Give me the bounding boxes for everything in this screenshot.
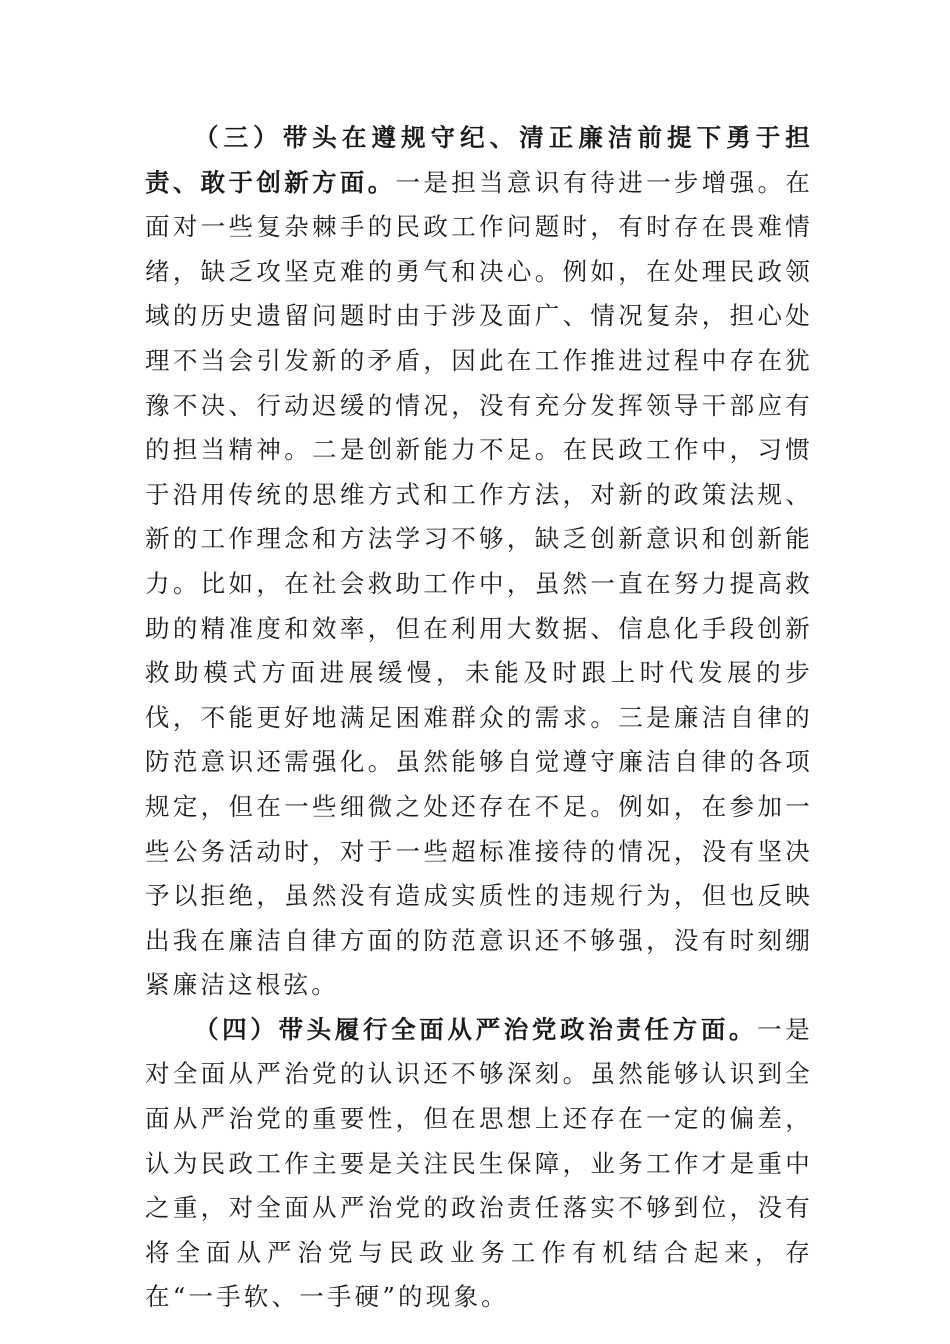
section-3-paragraph [145,116,813,1008]
section-3-text: 一是担当意识有待进一步增强。在面对一些复杂棘手的民政工作问题时，有时存在畏难情绪，缺乏攻坚克难的勇气和决心。例如，在处理民政领域的历史遗留问题时由于涉及面广、情况复杂，担心处理不当会引发新的矛盾，因此在工作推进过程中存在犹豫不决、行动迟缓的情况，没有充分发挥领导干部应有的担当精神。二是创新能力不足。在民政工作中，习惯于沿用传统的思维方式和工作方法，对新的政策法规、新的工作理念和方法学习不够，缺乏创新意识和创新能力。比如，在社会救助工作中，虽然一直在努力提高救助的精准度和效率，但在利用大数据、信息化手段创新救助模式方面进展缓慢，未能及时跟上时代发展的步伐，不能更好地满足困难群众的需求。三是廉洁自律的防范意识还需强化。虽然能够自觉遵守廉洁自律的各项规定，但在一些细微之处还存在不足。例如，在参加一些公务活动时，对于一些超标准接待的情况，没有坚决予以拒绝，虽然没有造成实质性的违规行为，但也反映出我在廉洁自律方面的防范意识还不够强，没有时刻绷紧廉洁这根弦。 [145,167,813,1000]
section-4-paragraph [145,1008,813,1320]
section-4-heading: （四）带头履行全面从严治党政治责任方面。 [194,1014,758,1044]
section-3-heading: （三）带头在遵规守纪、清正廉洁前提下勇于担责、敢于创新方面。 [145,123,813,197]
section-4-text: 一是对全面从严治党的认识还不够深刻。虽然能够认识到全面从严治党的重要性，但在思想上还存在一定的偏差，认为民政工作主要是关注民生保障，业务工作才是重中之重，对全面从严治党的政治责任落实不够到位，没有将全面从严治党与民政业务工作有机结合起来，存在“一手软、一手硬”的现象。 [145,1014,813,1312]
document-body [145,116,813,1320]
